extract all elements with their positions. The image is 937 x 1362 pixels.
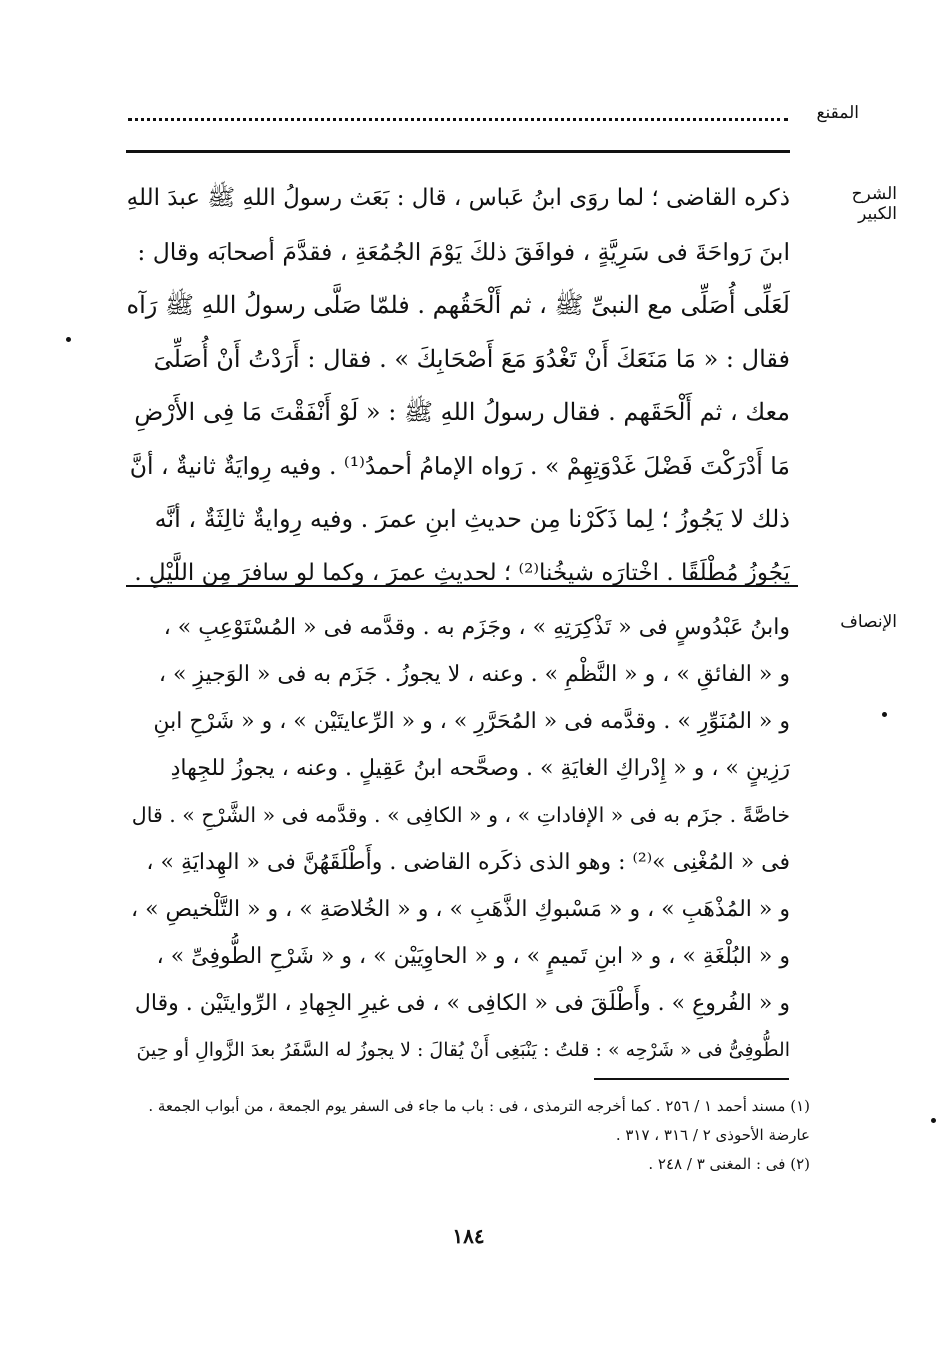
footnotes-block <box>140 1092 810 1179</box>
sharh-line: ذلك لا يَجُوزُ ؛ لِما ذَكَرْنا مِن حديثِ ابنِ عمرَ . وفيه رِوايةٌ ثالِثَةٌ ، أنَّه <box>154 505 790 533</box>
section-divider <box>126 585 798 587</box>
footnote-line: (٢) فى : المغنى ٣ / ٢٤٨ . <box>648 1155 810 1173</box>
side-label-insaf: الإنصاف <box>840 612 897 632</box>
header-rule <box>126 150 790 153</box>
scan-speck <box>66 337 71 342</box>
insaf-line: و « الفائقِ » ، و « النَّظْمِ » . وعنه ، لا يجوزُ . جَزَم به فى « الوَجيزِ » ، <box>158 662 790 687</box>
insaf-line: و « البُلْغَةِ » ، و « ابنِ تَميمٍ » ، و « الحاوِيَيْن » ، و « شَرْحِ الطُّوفِىِّ » ، <box>156 944 790 969</box>
insaf-line: رَزِينٍ » ، و « إِدْراكِ الغايَةِ » . وصحَّحه ابنُ عَقِيلٍ . وعنه ، يجوزُ للجِهادِ <box>170 756 790 781</box>
sharh-line: فقال : « مَا مَنَعَكَ أَنْ تَغْدُوَ مَعَ أَصْحَابِكَ » . فقال : أَرَدْتُ أَنْ أُصَلِّىَ <box>153 344 790 373</box>
insaf-line: وابنُ عَبْدُوسٍ فى « تَذْكِرَتِهِ » ، وجَزَم به . وقدَّمه فى « المُسْتَوْعِبِ » ، <box>163 615 790 640</box>
insaf-text-block <box>124 604 790 1074</box>
footnote-divider <box>594 1078 789 1080</box>
footnote-line: (١) مسند أحمد ١ / ٢٥٦ . كما أخرجه الترمذى ، فى : باب ما جاء فى السفر يوم الجمعة ، من أبواب الجمعة . <box>148 1097 810 1115</box>
insaf-line: و « المُنَوِّرِ » . وقدَّمه فى « المُحَرَّرِ » ، و « الرِّعايتَيْن » ، و « شَرْحِ ابنِ <box>153 709 790 734</box>
sharh-line: لَعَلِّى أُصَلِّى مع النبىِّ ﷺ ، ثم أَلْحَقُهم . فلمّا صَلَّى رسولُ اللهِ ﷺ رَآه <box>126 291 790 319</box>
scan-speck <box>882 712 887 717</box>
sharh-line: ذكره القاضى ؛ لما روَى ابنُ عَباس ، قال : بَعَث رسولُ اللهِ ﷺ عبدَ اللهِ <box>126 185 790 211</box>
header-section-label: المقنع <box>816 103 859 123</box>
page-number: ١٨٤ <box>452 1224 485 1248</box>
sharh-text-block <box>124 172 790 600</box>
footnote-line: عارضة الأحوذى ٢ / ٣١٦ ، ٣١٧ . <box>615 1126 810 1144</box>
scan-speck <box>931 1118 936 1123</box>
sharh-line: يَجُوزُ مُطْلَقًا . اخْتارَه شيخُنا⁽²⁾ ؛ لحديثِ عمرَ ، وكما لو سافرَ مِن اللَّيْلِ . <box>134 559 790 586</box>
sharh-line: مَا أَدْرَكْتَ فَضْلَ غَدْوَتِهِمْ » . رَواه الإمامُ أحمدُ⁽¹⁾ . وفيه رِوايَةٌ ثانيةٌ ، أنَّ <box>129 451 790 480</box>
insaf-line: الطُّوفِىُّ فى « شَرْحِه » : قلتُ : يَنْبَغِى أَنْ يُقالَ : لا يجوزُ له السَّفَرُ بعدَ الزَّوالِ أو حِينَ <box>136 1039 790 1061</box>
insaf-line: و « الفُروعِ » . وأَطْلَقَ فى « الكافِى » ، فى غيرِ الجِهادِ ، الرِّوايتَيْن . وقال <box>134 991 790 1016</box>
insaf-line: خاصَّةً . جزَم به فى « الإفاداتِ » ، و « الكافِى » . وقدَّمه فى « الشَّرْحِ » . قال <box>131 803 790 827</box>
header-dotted-line <box>128 104 788 121</box>
insaf-line: فى « المُغْنِى »⁽²⁾ : وهو الذى ذكَره القاضى . وأَطْلَقَهُنَّ فى « الهِدايَةِ » ، <box>146 850 790 875</box>
sharh-line: معك ، ثم أَلْحَقَهم . فقال رسولُ اللهِ ﷺ : « لَوْ أَنْفَقْتَ مَا فِى الأَرْضِ <box>134 398 790 426</box>
sharh-line: ابنَ رَواحَةَ فى سَرِيَّةٍ ، فوافَقَ ذلكَ يَوْمَ الجُمُعَةِ ، فقدَّمَ أصحابَه وقال : <box>137 237 790 266</box>
side-label-sharh: الشرح الكبير <box>851 184 897 224</box>
insaf-line: و « المُذْهَبِ » ، و « مَسْبوكِ الذَّهَبِ » ، و « الخُلاصَةِ » ، و « التَّلْخيصِ » ، <box>131 897 790 922</box>
